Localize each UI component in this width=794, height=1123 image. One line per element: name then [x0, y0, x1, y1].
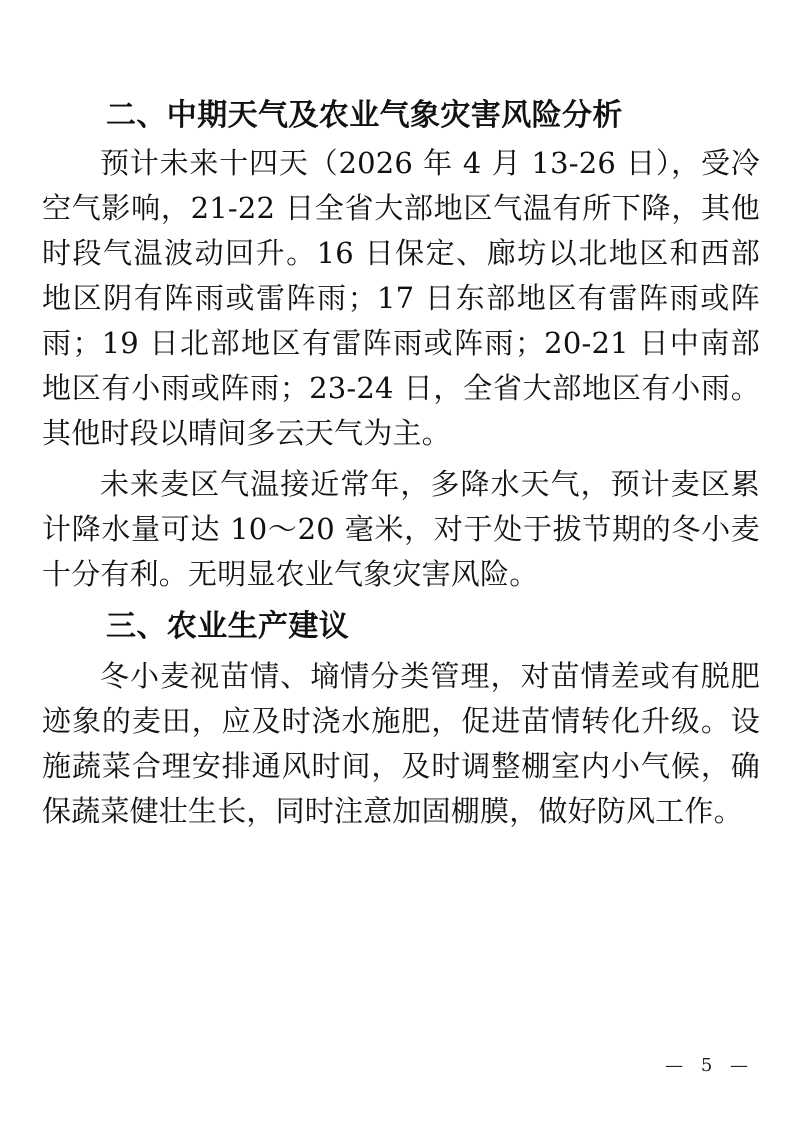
forecast-paragraph: 预计未来十四天（2026 年 4 月 13-26 日），受冷空气影响，21-22 日全省大部地区气温有所下降，其他时段气温波动回升。16 日保定、廊坊以北地区和西部地区阴有阵雨或雷阵雨；17 日东部地区有雷阵雨或阵雨；19 日北部地区有雷阵雨或阵雨；20-21 日中南部地区有小雨或阵雨；23-24 日，全省大部地区有小雨。其他时段以晴间多云天气为主。 [42, 146, 760, 450]
section-heading-advice: 三、农业生产建议 [106, 609, 350, 644]
wheat-region-paragraph: 未来麦区气温接近常年，多降水天气，预计麦区累计降水量可达 10～20 毫米，对于处于拔节期的冬小麦十分有利。无明显农业气象灾害风险。 [42, 467, 760, 591]
page-number: — 5 — [665, 1055, 754, 1076]
advice-paragraph: 冬小麦视苗情、墒情分类管理，对苗情差或有脱肥迹象的麦田，应及时浇水施肥，促进苗情转化升级。设施蔬菜合理安排通风时间，及时调整棚室内小气候，确保蔬菜健壮生长，同时注意加固棚膜，做好防风工作。 [42, 659, 760, 828]
page-content [42, 94, 760, 834]
section-heading-forecast: 二、中期天气及农业气象灾害风险分析 [106, 98, 623, 133]
